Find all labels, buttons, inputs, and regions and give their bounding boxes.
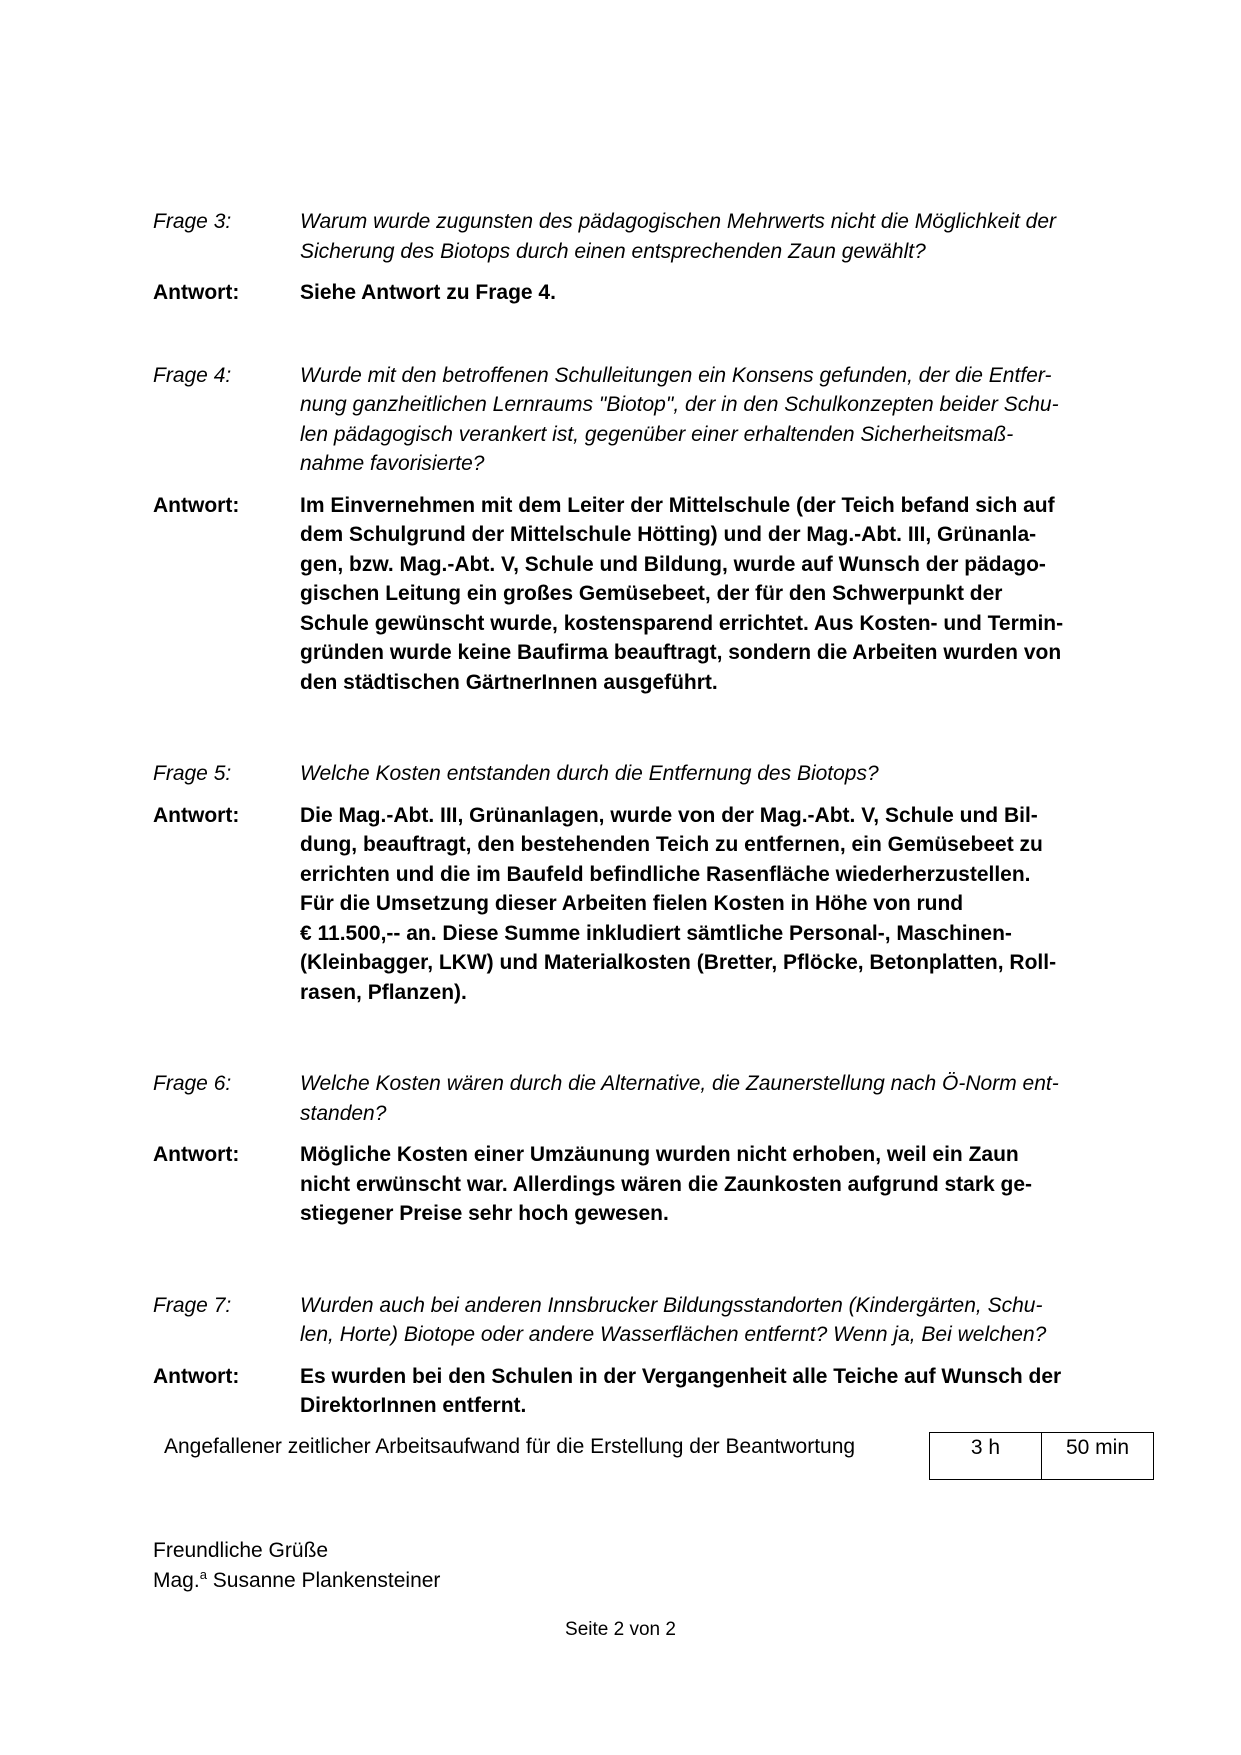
text-line: den städtischen GärtnerInnen ausgeführt. — [300, 670, 718, 694]
text-line: Die Mag.-Abt. III, Grünanlagen, wurde von der Mag.-Abt. V, Schule und Bil- — [300, 803, 1038, 827]
answer-text — [300, 278, 1140, 308]
answer-4 — [153, 491, 1143, 698]
text-line: errichten und die im Baufeld befindliche Rasenfläche wiederherzustellen. — [300, 862, 1031, 886]
question-3 — [153, 207, 1143, 266]
text-line: Es wurden bei den Schulen in der Vergangenheit alle Teiche auf Wunsch der — [300, 1364, 1062, 1388]
text-line: Siehe Antwort zu Frage 4. — [300, 281, 556, 304]
text-line: Wurde mit den betroffenen Schulleitungen ein Konsens gefunden, der die Entfer- — [300, 363, 1052, 387]
text-line: gründen wurde keine Baufirma beauftragt, sondern die Arbeiten wurden von — [300, 641, 1062, 664]
question-label: Frage 6: — [153, 1072, 232, 1095]
question-7 — [153, 1291, 1143, 1350]
text-line: Schule gewünscht wurde, kostensparend errichtet. Aus Kosten- und Termin- — [300, 611, 1064, 635]
answer-3 — [153, 278, 1143, 308]
text-line: standen? — [300, 1101, 387, 1125]
text-line: Wurden auch bei anderen Innsbrucker Bildungsstandorten (Kindergärten, Schu- — [300, 1293, 1043, 1317]
text-line: stiegener Preise sehr hoch gewesen. — [300, 1202, 669, 1225]
text-line: len pädagogisch verankert ist, gegenüber einer erhaltenden Sicherheitsmaß- — [300, 422, 1014, 446]
text-line: nahme favorisierte? — [300, 452, 485, 475]
answer-text — [300, 491, 1140, 698]
answer-7 — [153, 1362, 1143, 1421]
text-line: DirektorInnen entfernt. — [300, 1394, 527, 1417]
name-prefix: Mag. — [153, 1569, 200, 1592]
effort-label: Angefallener zeitlicher Arbeitsaufwand für die Erstellung der Beantwortung — [164, 1435, 856, 1458]
text-line: rasen, Pflanzen). — [300, 980, 467, 1004]
greeting: Freundliche Grüße — [153, 1539, 329, 1562]
effort-section — [164, 1432, 1154, 1482]
question-label: Frage 3: — [153, 210, 232, 233]
answer-text — [300, 1362, 1140, 1421]
signature-name — [153, 1566, 440, 1596]
closing-block — [153, 1536, 440, 1596]
qa-block-6 — [153, 1069, 1143, 1229]
text-line: € 11.500,-- an. Diese Summe inkludiert sämtliche Personal-, Maschinen- — [300, 921, 1012, 945]
qa-block-3 — [153, 207, 1143, 308]
qa-block-4 — [153, 361, 1143, 698]
text-line: nicht erwünscht war. Allerdings wären die Zaunkosten aufgrund stark ge- — [300, 1172, 1033, 1196]
text-line: dung, beauftragt, den bestehenden Teich zu entfernen, ein Gemüsebeet zu — [300, 833, 1043, 856]
question-label: Frage 7: — [153, 1293, 232, 1317]
name-superscript: a — [199, 1567, 207, 1582]
effort-table — [929, 1432, 1154, 1480]
text-line: dem Schulgrund der Mittelschule Hötting) und der Mag.-Abt. III, Grünanla- — [300, 523, 1037, 546]
text-line: len, Horte) Biotope oder andere Wasserflächen entfernt? Wenn ja, Bei welchen? — [300, 1323, 1047, 1346]
name-text: Susanne Plankensteiner — [212, 1569, 441, 1592]
qa-block-7 — [153, 1291, 1143, 1421]
page-number: Seite 2 von 2 — [565, 1619, 676, 1640]
answer-label: Antwort: — [153, 281, 240, 304]
text-line: Für die Umsetzung dieser Arbeiten fielen Kosten in Höhe von rund — [300, 892, 964, 915]
question-text — [300, 1069, 1140, 1128]
text-line: Welche Kosten entstanden durch die Entfernung des Biotops? — [300, 762, 879, 785]
question-4 — [153, 361, 1143, 479]
question-text — [300, 207, 1140, 266]
question-label: Frage 5: — [153, 762, 232, 785]
question-5 — [153, 759, 1143, 789]
answer-5 — [153, 801, 1143, 1008]
answer-label: Antwort: — [153, 493, 240, 517]
question-6 — [153, 1069, 1143, 1128]
question-text — [300, 361, 1140, 479]
text-line: Welche Kosten wären durch die Alternative, die Zaunerstellung nach Ö-Norm ent- — [300, 1072, 1059, 1095]
text-line: Im Einvernehmen mit dem Leiter der Mittelschule (der Teich befand sich auf — [300, 493, 1055, 517]
qa-block-5 — [153, 759, 1143, 1007]
text-line: nung ganzheitlichen Lernraums "Biotop", der in den Schulkonzepten beider Schu- — [300, 393, 1059, 416]
effort-minutes: 50 min — [1065, 1436, 1130, 1459]
answer-6 — [153, 1140, 1143, 1229]
question-text — [300, 759, 1140, 789]
answer-label: Antwort: — [153, 803, 240, 827]
answer-label: Antwort: — [153, 1364, 240, 1388]
answer-label: Antwort: — [153, 1143, 240, 1166]
effort-hours: 3 h — [930, 1433, 1042, 1479]
text-line: Warum wurde zugunsten des pädagogischen Mehrwerts nicht die Möglichkeit der — [300, 210, 1057, 233]
text-line: (Kleinbagger, LKW) und Materialkosten (Bretter, Pflöcke, Betonplatten, Roll- — [300, 951, 1057, 974]
text-line: Sicherung des Biotops durch einen entsprechenden Zaun gewählt? — [300, 239, 926, 263]
text-line: gen, bzw. Mag.-Abt. V, Schule und Bildung, wurde auf Wunsch der pädago- — [300, 552, 1046, 576]
question-label: Frage 4: — [153, 363, 232, 387]
text-line: gischen Leitung ein großes Gemüsebeet, der für den Schwerpunkt der — [300, 582, 1003, 605]
question-text — [300, 1291, 1140, 1350]
answer-text — [300, 801, 1140, 1008]
text-line: Mögliche Kosten einer Umzäunung wurden nicht erhoben, weil ein Zaun — [300, 1143, 1019, 1166]
qa-list — [153, 207, 1143, 1421]
answer-text — [300, 1140, 1140, 1229]
